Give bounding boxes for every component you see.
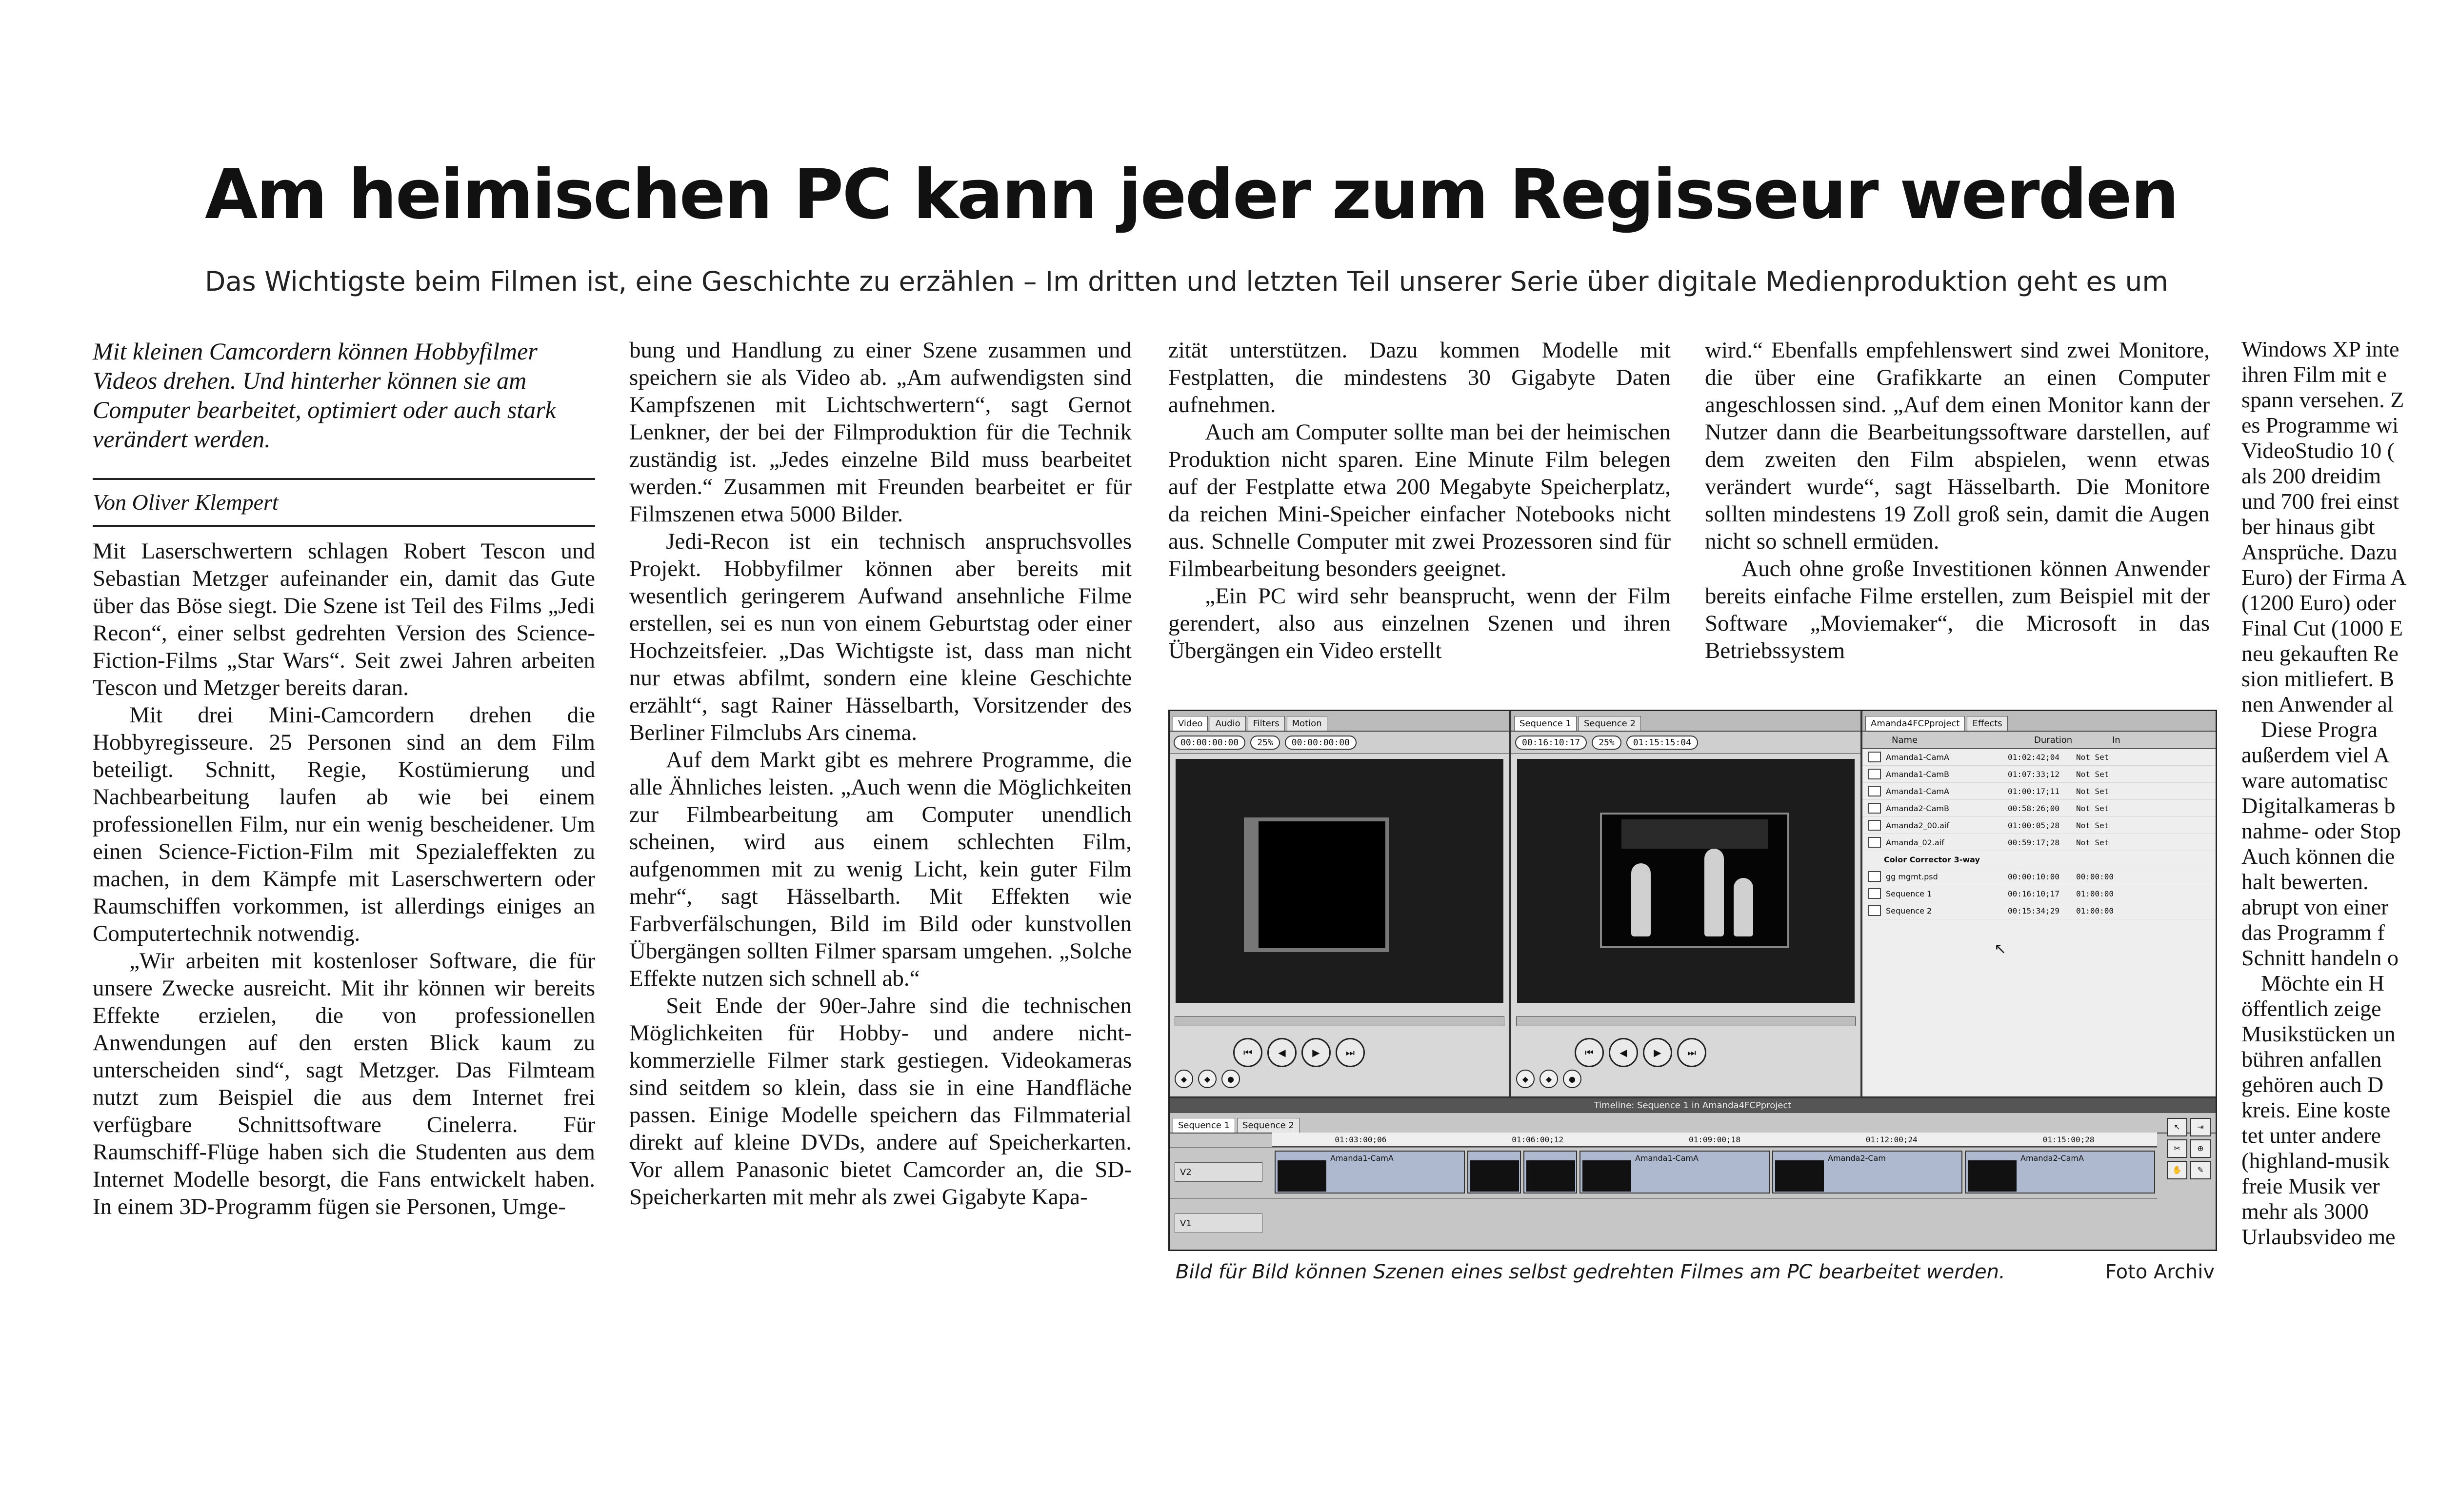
scrubber-bar [1175,1016,1504,1026]
text-line: öffentlich zeige [2241,996,2381,1021]
text-line: VideoStudio 10 ( [2241,438,2395,463]
hand-tool-icon: ✋ [2167,1161,2187,1179]
text-line: neu gekauften Re [2241,641,2399,666]
tab-sequence-2: Sequence 2 [1237,1118,1299,1133]
canvas-pane [1511,711,1862,1096]
track-label: V1 [1175,1214,1262,1233]
text-line: als 200 dreidim [2241,463,2381,488]
clip-icon [1868,752,1881,762]
track-label: V2 [1175,1162,1262,1182]
sequence-icon [1868,905,1881,916]
browser-tabbar [1862,711,2216,732]
article-column-4 [1705,337,2210,664]
paragraph: Auf dem Markt gibt es mehrere Programme, die alle Ähnliches leisten. „Auch wenn die Möglichkeiten zur Filmbearbeitung am Computer unendlich scheinen, wird aus einem schlechten Film, aufgenommen mit zu wenig Licht, kein guter Film mehr“, sagt Hässelbarth. Mit Effekten wie Farbverfälschungen, Bild im Bild oder kunstvollen Übergängen sollten Filmer sparsam umgehen. „Solche Effekte nutzen sich schnell ab.“ [629,747,1132,991]
article-column-1 [93,337,595,1220]
mouse-cursor-icon: ↖ [1994,940,2007,957]
timeline-pane [1170,1096,2216,1251]
marker-icon: ● [1563,1070,1581,1088]
paragraph: Jedi-Recon ist ein technisch anspruchsvolles Projekt. Hobbyfilmer können aber bereits mit wesentlich geringerem Aufwand ansehnliche Filme erstellen, sei es nun von einem Geburtstag oder einer Hochzeitsfeier. „Das Wichtigste ist, dass man nicht nur etwas abfilmt, sondern eine kleine Geschichte erzählt“, sagt Rainer Hässelbarth, Vorsitzender des Berliner Filmclubs Ars cinema. [629,529,1132,745]
list-item: Color Corrector 3-way [1862,851,2216,868]
text-line: ber hinaus gibt [2241,514,2375,539]
sequence-icon [1868,888,1881,899]
photo-caption-row [1176,1261,2215,1283]
razor-icon: ✂ [2167,1139,2187,1158]
timeline-clip: Amanda1-CamA [1275,1151,1465,1194]
canvas-transport-controls [1516,1014,1856,1087]
text-line: abrupt von einer [2241,895,2389,919]
select-tool-icon: ↖ [2167,1118,2187,1136]
text-line: Euro) der Firma A [2241,565,2407,590]
zoom-tool-icon: ⊕ [2190,1139,2211,1158]
tab-sequence-1: Sequence 1 [1514,716,1577,731]
canvas-video-area [1517,759,1855,1003]
video-track-v1 [1170,1198,2157,1248]
image-icon [1868,871,1881,882]
list-item: Amanda1-CamA 01:02:42;04 Not Set [1862,749,2216,766]
column-header: Duration [2034,735,2073,745]
text-line: mehr als 3000 [2241,1199,2369,1224]
timeline-ruler: 01:03:00;06 01:06:00;12 01:09:00;18 01:12:00;24 01:15:00;28 [1272,1133,2157,1147]
timecode-display: 00:00:00:00 [1174,736,1245,750]
canvas-tabbar [1511,711,1860,732]
text-line: es Programme wi [2241,413,2399,438]
text-line: Diese Progra [2261,717,2378,742]
text-line: Windows XP inte [2241,337,2399,361]
text-line: (1200 Euro) oder [2241,590,2396,615]
text-line: ware automatisc [2241,768,2388,793]
list-item: Sequence 1 00:16:10;17 01:00:00 [1862,885,2216,902]
clip-icon [1868,786,1881,796]
text-line: außerdem viel A [2241,742,2390,767]
mark-in-icon: ◆ [1516,1070,1535,1088]
mark-in-icon: ◆ [1175,1070,1193,1088]
list-item: gg mgmt.psd 00:00:10:00 00:00:00 [1862,868,2216,885]
list-item: Amanda1-CamA 01:00:17;11 Not Set [1862,783,2216,800]
tab-sequence-1: Sequence 1 [1173,1118,1235,1133]
text-line: bühren anfallen [2241,1047,2382,1072]
paragraph: Seit Ende der 90er-Jahre sind die technischen Möglichkeiten für Hobby- und andere nicht-kommerzielle Filmer stark gestiegen. Videokameras sind seitdem so klein, dass sie in eine Handfläche passen. Einige Modelle speichern das Filmmaterial direkt auf kleine DVDs, andere auf Speicherkarten. Vor allem Panasonic bietet Camcorder an, die SD-Speicherkarten mit mehr als zwei Gigabyte Kapa- [629,993,1132,1210]
paragraph: Auch ohne große Investitionen können Anwender bereits einfache Filme erstellen, zum Beispiel mit der Software „Moviemaker“, die Microsoft in das Betriebssystem [1705,556,2210,663]
timecode-display: 01:15:15:04 [1626,736,1698,750]
browser-pane [1862,711,2216,1096]
text-line: Auch können die [2241,844,2395,869]
pen-tool-icon: ✎ [2190,1161,2211,1179]
forward-icon: ⏭ [1677,1038,1706,1067]
tab-video: Video [1173,716,1208,731]
text-line: Digitalkameras b [2241,793,2396,818]
viewer-transport-controls [1175,1014,1504,1087]
timeline-clip [1523,1151,1577,1194]
canvas-timecode-bar [1511,732,1860,754]
paragraph: Mit drei Mini-Camcordern drehen die Hobbyregisseure. 25 Personen sind an dem Film beteiligt. Schnitt, Regie, Kostümierung und Nachbearbeitung laufen ab wie bei einem professionellen Film, nur ein wenig bescheidener. Um einen Science-Fiction-Film mit Spezialeffekten zu machen, in dem Kämpfe mit Laserschwertern oder Raumschiffen vorkommen, ist allerdings einiges an Computertechnik notwendig. [93,702,595,946]
teaser: Mit kleinen Camcordern können Hobbyfilmer Videos drehen. Und hinterher können sie am Computer bearbeitet, optimiert oder auch stark verändert werden. [93,338,556,453]
viewer-video-area [1176,759,1503,1003]
film-frame-image [1244,817,1389,952]
list-item: Amanda_02.aif 00:59:17;28 Not Set [1862,834,2216,851]
audio-clip-icon [1868,837,1881,848]
text-line: nen Anwender al [2241,692,2394,716]
viewer-pane [1170,711,1511,1096]
play-reverse-icon: ◀ [1267,1038,1297,1067]
paragraph: „Ein PC wird sehr beansprucht, wenn der Film gerendert, also aus einzelnen Szenen und ihren Übergängen ein Video erstellt [1168,583,1671,663]
text-line: kreis. Eine koste [2241,1097,2391,1122]
timeline-title: Timeline: Sequence 1 in Amanda4FCPproject [1170,1098,2216,1113]
text-line: nahme- oder Stop [2241,818,2401,843]
play-icon: ▶ [1301,1038,1331,1067]
text-line: Urlaubsvideo me [2241,1224,2396,1249]
marker-icon: ● [1221,1070,1240,1088]
editing-software-photo [1168,710,2217,1251]
browser-header [1862,732,2216,749]
timeline-clip [1467,1151,1521,1194]
text-line: spann versehen. Z [2241,387,2404,412]
text-line: tet unter andere [2241,1123,2381,1148]
paragraph: Auch am Computer sollte man bei der heimischen Produktion nicht sparen. Eine Minute Film belegen auf der Festplatte etwa 200 Megabyte Speicherplatz, da reichen Mini-Speicher einfacher Notebooks nicht aus. Schnelle Computer mit zwei Prozessoren sind für Filmbearbeitung besonders geeignet. [1168,419,1671,581]
video-track-v2 [1170,1147,2157,1196]
text-line: Möchte ein H [2261,971,2384,995]
text-line: Ansprüche. Dazu [2241,539,2398,564]
timeline-clip: Amanda1-CamA [1579,1151,1770,1194]
text-line: das Programm f [2241,920,2385,945]
rewind-icon: ⏮ [1575,1038,1604,1067]
column-header: Name [1892,735,1918,745]
track-select-icon: ⇥ [2190,1118,2211,1136]
tab-sequence-2: Sequence 2 [1579,716,1641,731]
list-item: Amanda2_00.aif 01:00:05;28 Not Set [1862,817,2216,834]
text-line: sion mitliefert. B [2241,666,2395,691]
tab-effects: Effects [1967,716,2007,731]
article-column-3 [1168,337,1671,664]
scrubber-bar [1516,1016,1856,1026]
play-reverse-icon: ◀ [1609,1038,1638,1067]
text-line: halt bewerten. [2241,869,2369,894]
photo-credit: Foto Archiv [2105,1261,2215,1283]
timeline-tool-palette [2167,1118,2211,1179]
list-item: Amanda1-CamB 01:07:33;12 Not Set [1862,766,2216,783]
clip-icon [1868,803,1881,814]
subheadline: Das Wichtigste beim Filmen ist, eine Geschichte zu erzählen – Im dritten und letzten Teil unserer Serie über digitale Medienproduktion geht es um [205,266,2168,297]
text-line: Final Cut (1000 E [2241,616,2403,640]
paragraph: „Wir arbeiten mit kostenloser Software, die für unsere Zwecke ausreicht. Mit ihr können wir bereits Effekte erzielen, die von professionellen Anwendungen auf den ersten Blick kaum zu unterscheiden sind“, sagt Metzger. Das Filmteam nutzt zum Beispiel die aus dem Internet frei verfügbare Schnittsoftware Cinelerra. Für Raumschiff-Flüge haben sich die Studenten aus dem Internet Modelle besorgt, die Fans entwickelt haben. In einem 3D-Programm fügen sie Personen, Umge- [93,948,595,1219]
zoom-display: 25% [1592,736,1621,750]
text-line: ihren Film mit e [2241,362,2387,387]
zoom-display: 25% [1250,736,1280,750]
article-column-2 [629,337,1132,1211]
tab-motion: Motion [1287,716,1327,731]
paragraph: Mit Laserschwertern schlagen Robert Tescon und Sebastian Metzger aufeinander ein, damit das Gute über das Böse siegt. Die Szene ist Teil des Films „Jedi Recon“, einer selbst gedrehten Version des Science-Fiction-Films „Star Wars“. Seit zwei Jahren arbeiten Tescon und Metzger bereits daran. [93,538,595,700]
text-line: und 700 frei einst [2241,489,2399,514]
list-item: Sequence 2 00:15:34;29 01:00:00 [1862,902,2216,919]
viewer-tabbar [1170,711,1509,732]
photo-caption: Bild für Bild können Szenen eines selbst gedrehten Filmes am PC bearbeitet werden. [1176,1261,2005,1283]
effect-icon [1868,855,1879,864]
paragraph: wird.“ Ebenfalls empfehlenswert sind zwei Monitore, die über eine Grafikkarte an einen Computer angeschlossen sind. „Auf dem einen Monitor kann der Nutzer dann die Bearbeitungssoftware darstellen, auf dem zweiten den Film abspielen, wenn etwas verändert wurde“, sagt Hässelbarth. Die Monitore sollten mindestens 19 Zoll groß sein, damit die Augen nicht so schnell ermüden. [1705,338,2210,554]
timeline-tabbar [1170,1113,2216,1134]
play-icon: ▶ [1643,1038,1672,1067]
text-line: gehören auch D [2241,1072,2384,1097]
forward-icon: ⏭ [1336,1038,1365,1067]
article-column-5 [2241,337,2439,1250]
paragraph: zität unterstützen. Dazu kommen Modelle mit Festplatten, die mindestens 30 Gigabyte Daten aufnehmen. [1168,338,1671,418]
tab-audio: Audio [1210,716,1245,731]
text-line: (highland-musik [2241,1148,2390,1173]
mark-out-icon: ◆ [1539,1070,1558,1088]
viewer-timecode-bar [1170,732,1509,754]
audio-clip-icon [1868,820,1881,831]
text-line: Musikstücken un [2241,1021,2396,1046]
tab-filters: Filters [1248,716,1285,731]
timecode-display: 00:00:00:00 [1285,736,1357,750]
text-line: freie Musik ver [2241,1174,2380,1198]
timeline-clip: Amanda2-Cam [1772,1151,1962,1194]
paragraph: bung und Handlung zu einer Szene zusammen und speichern sie als Video ab. „Am aufwendigsten sind Kampfszenen mit Lichtschwertern“, sagt Gernot Lenkner, der bei der Filmproduktion für die Technik zuständig ist. „Jedes einzelne Bild muss bearbeitet werden.“ Zusammen mit Freunden bearbeitet er für Filmszenen etwa 5000 Bilder. [629,338,1132,527]
tab-project: Amanda4FCPproject [1865,716,1965,731]
rewind-icon: ⏮ [1233,1038,1262,1067]
byline: Von Oliver Klempert [93,490,279,515]
column-header: In [2112,735,2120,745]
text-line: Schnitt handeln o [2241,945,2399,970]
clip-icon [1868,769,1881,779]
headline: Am heimischen PC kann jeder zum Regisseur werden [205,155,2178,235]
list-item: Amanda2-CamB 00:58:26;00 Not Set [1862,800,2216,817]
mark-out-icon: ◆ [1198,1070,1217,1088]
timecode-display: 00:16:10:17 [1515,736,1587,750]
concert-scene-image [1600,813,1789,948]
timeline-clip: Amanda2-CamA [1965,1151,2155,1194]
byline-rule-bottom [93,525,595,527]
